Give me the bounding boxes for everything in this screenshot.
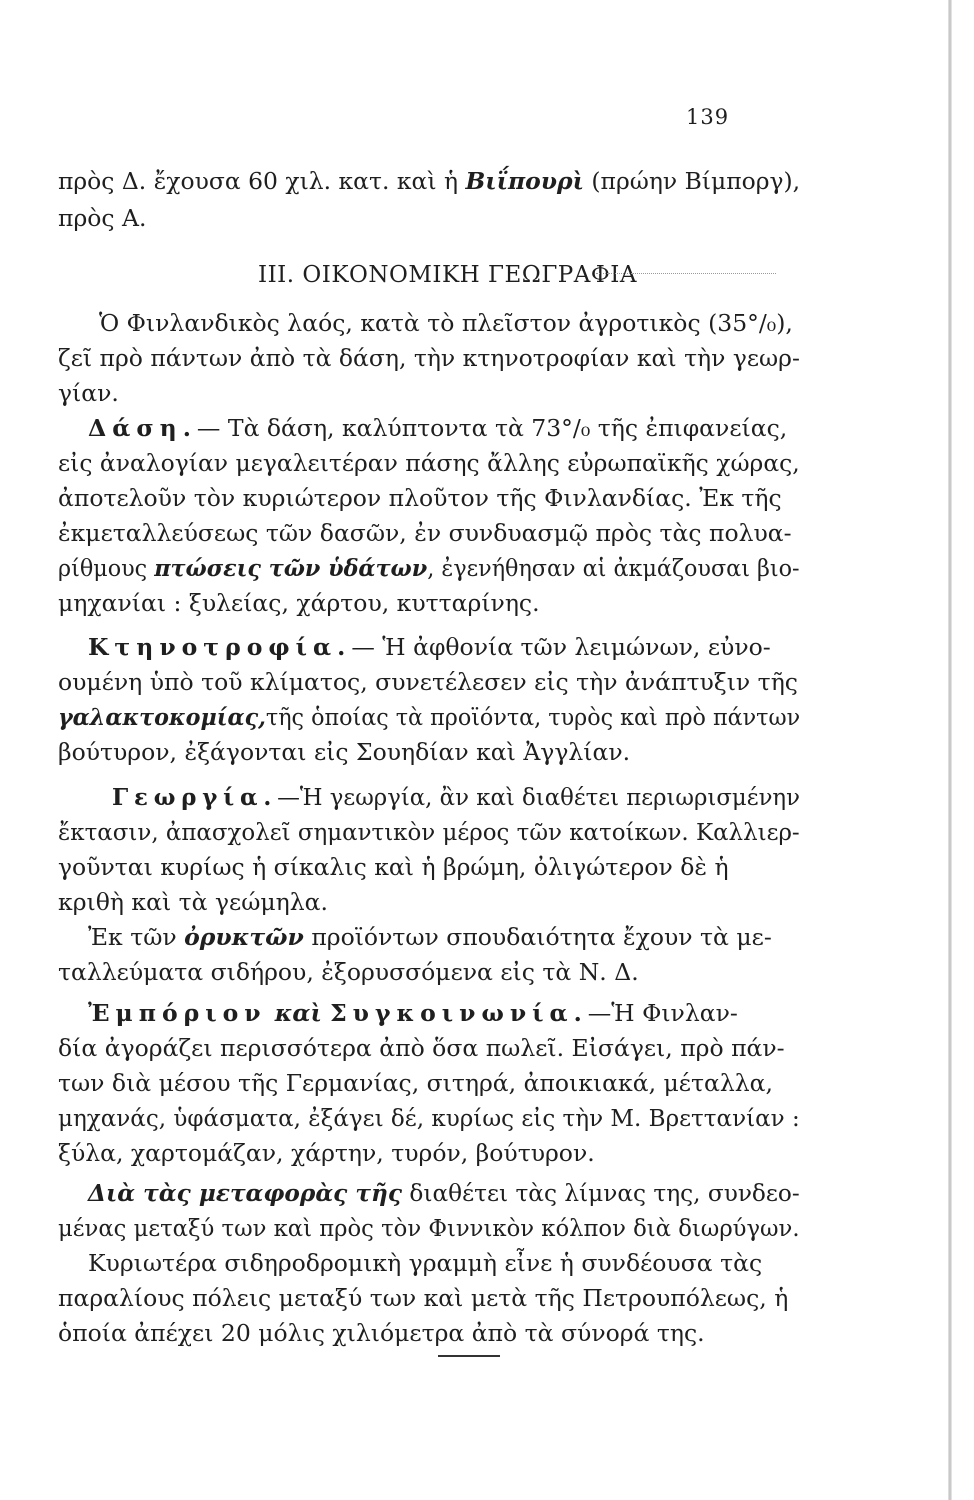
text-line: βούτυρον, ἐξάγονται εἰς Σουηδίαν καὶ Ἀγγλίαν. [58, 738, 631, 766]
text-line: πρὸς Δ. ἔχουσα 60 χιλ. κατ. καὶ ἡ Βιΐπουρὶ (πρώην Βίμποργ), [58, 167, 801, 195]
text-line: των διὰ μέσου τῆς Γερμανίας, σιτηρά, ἀποικιακά, μέταλλα, [58, 1069, 773, 1097]
heading-dotted-rule [596, 273, 776, 274]
text-line: Ἐκ τῶν ὀρυκτῶν προϊόντων σπουδαιότητα ἔχουν τὰ με- [88, 923, 772, 951]
text-line: ἐκμεταλλεύσεως τῶν δασῶν, ἐν συνδυασμῷ πρὸς τὰς πολυα- [58, 519, 792, 547]
text-line: γοῦνται κυρίως ἡ σίκαλις καὶ ἡ βρώμη, ὀλιγώτερον δὲ ἡ [58, 853, 729, 881]
section-heading: III. ΟΙΚΟΝΟΜΙΚΗ ΓΕΩΓΡΑΦΙΑ [258, 262, 637, 288]
text-line: Δάση.— Τὰ δάση, καλύπτοντα τὰ 73°/₀ τῆς ἐπιφανείας, [88, 414, 788, 442]
text-line: μηχανίαι : ξυλείας, χάρτου, κυτταρίνης. [58, 589, 540, 617]
text-line: πρὸς Α. [58, 204, 147, 232]
text-line: ρίθμους πτώσεις τῶν ὑδάτων, ἐγενήθησαν αἱ ἀκμάζουσαι βιο- [58, 554, 800, 582]
text-line: Ἐμπόριον καὶ Συγκοινωνία.—Ἡ Φινλαν- [88, 999, 738, 1027]
text-line: δία ἀγοράζει περισσότερα ἀπὸ ὅσα πωλεῖ. Εἰσάγει, πρὸ πάν- [58, 1034, 785, 1062]
trade-title: Ἐμπόριον [88, 999, 267, 1027]
text-line: Γεωργία.—Ἡ γεωργία, ἂν καὶ διαθέτει περιωρισμένην [112, 783, 800, 811]
text-line: ταλλεύματα σιδήρου, ἐξορυσσόμενα εἰς τὰ Ν. Δ. [58, 958, 639, 986]
text-line: παραλίους πόλεις μεταξύ των καὶ μετὰ τῆς Πετρουπόλεως, ἡ [58, 1284, 789, 1312]
text-line: ἀποτελοῦν τὸν κυριώτερον πλοῦτον τῆς Φινλανδίας. Ἐκ τῆς [58, 484, 782, 512]
text-line: Διὰ τὰς μεταφορὰς τῆς διαθέτει τὰς λίμνας της, συνδεο- [88, 1179, 800, 1207]
text-line: Κυριωτέρα σιδηροδρομικὴ γραμμὴ εἶνε ἡ συνδέουσα τὰς [88, 1249, 763, 1277]
text-line: εἰς ἀναλογίαν μεγαλειτέραν πάσης ἄλλης εὐρωπαϊκῆς χώρας, [58, 449, 800, 477]
text-line: μένας μεταξύ των καὶ πρὸς τὸν Φιννικὸν κόλπον διὰ διωρύγων. [58, 1214, 800, 1242]
text-line: γαλακτοκομίας,τῆς ὁποίας τὰ προϊόντα, τυρὸς καὶ πρὸ πάντων [58, 703, 801, 731]
text-line: μηχανάς, ὑφάσματα, ἐξάγει δέ, κυρίως εἰς τὴν Μ. Βρεττανίαν : [58, 1104, 800, 1132]
text-line: ξύλα, χαρτομάζαν, χάρτην, τυρόν, βούτυρον. [58, 1139, 595, 1167]
forests-title: Δάση. [88, 414, 197, 442]
page-edge-shadow [948, 0, 952, 1500]
text-line: Ὁ Φινλανδικὸς λαός, κατὰ τὸ πλεῖστον ἀγροτικὸς (35°/₀), [99, 309, 793, 337]
text-line: ἔκτασιν, ἀπασχολεῖ σημαντικὸν μέρος τῶν κατοίκων. Καλλιερ- [58, 818, 800, 846]
agriculture-title: Γεωργία. [112, 783, 278, 811]
text-line: κριθὴ καὶ τὰ γεώμηλα. [58, 888, 328, 916]
page-number: 139 [686, 105, 730, 129]
text-line: Κτηνοτροφία.— Ἡ ἀφθονία τῶν λειμώνων, εὐνο- [88, 633, 771, 661]
text-line: ουμένη ὑπὸ τοῦ κλίματος, συνετέλεσεν εἰς τὴν ἀνάπτυξιν τῆς [58, 668, 798, 696]
text-line: ζεῖ πρὸ πάντων ἀπὸ τὰ δάση, τὴν κτηνοτροφίαν καὶ τὴν γεωρ- [58, 344, 800, 372]
text-line: γίαν. [58, 379, 119, 407]
livestock-title: Κτηνοτροφία. [88, 633, 352, 661]
text-line: ὁποία ἀπέχει 20 μόλις χιλιόμετρα ἀπὸ τὰ σύνορά της. [58, 1319, 705, 1347]
end-rule [438, 1355, 500, 1357]
